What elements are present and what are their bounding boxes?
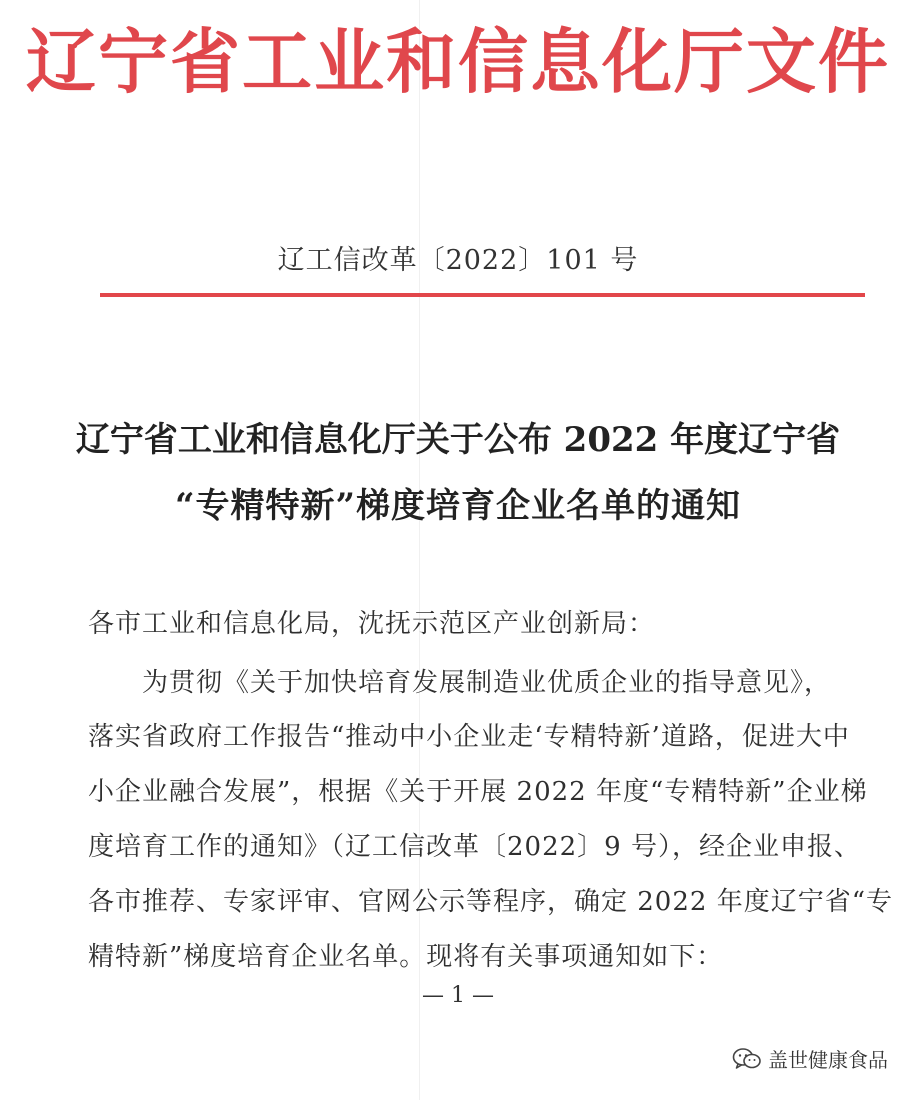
body-line: 为贯彻《关于加快培育发展制造业优质企业的指导意见》，: [142, 668, 832, 698]
body-line: 精特新”梯度培育企业名单。现将有关事项通知如下：: [88, 942, 724, 972]
body-line: 度培育工作的通知》（辽工信改革〔2022〕9 号），经企业申报、: [88, 832, 861, 862]
document-number: 辽工信改革〔2022〕101 号: [277, 245, 639, 276]
body-line: 小企业融合发展”，根据《关于开展 2022 年度“专精特新”企业梯: [88, 777, 868, 807]
watermark-account-name: 盖世健康食品: [768, 1048, 888, 1072]
page-fold-line: [419, 0, 420, 1100]
wechat-icon: [732, 1047, 762, 1071]
notice-title-line-2: “专精特新”梯度培育企业名单的通知: [174, 486, 742, 526]
body-line-addressee: 各市工业和信息化局，沈抚示范区产业创新局：: [88, 609, 656, 639]
account-watermark: [732, 1044, 888, 1073]
body-line: 落实省政府工作报告“推动中小企业走‘专精特新’道路，促进大中: [88, 722, 850, 752]
notice-title-line-1: 辽宁省工业和信息化厅关于公布 2022 年度辽宁省: [75, 420, 841, 460]
page-number: — 1 —: [422, 983, 494, 1008]
document-header-title: 辽宁省工业和信息化厅文件: [26, 20, 890, 103]
body-line: 各市推荐、专家评审、官网公示等程序，确定 2022 年度辽宁省“专: [88, 887, 893, 917]
red-divider-rule: [100, 293, 865, 297]
